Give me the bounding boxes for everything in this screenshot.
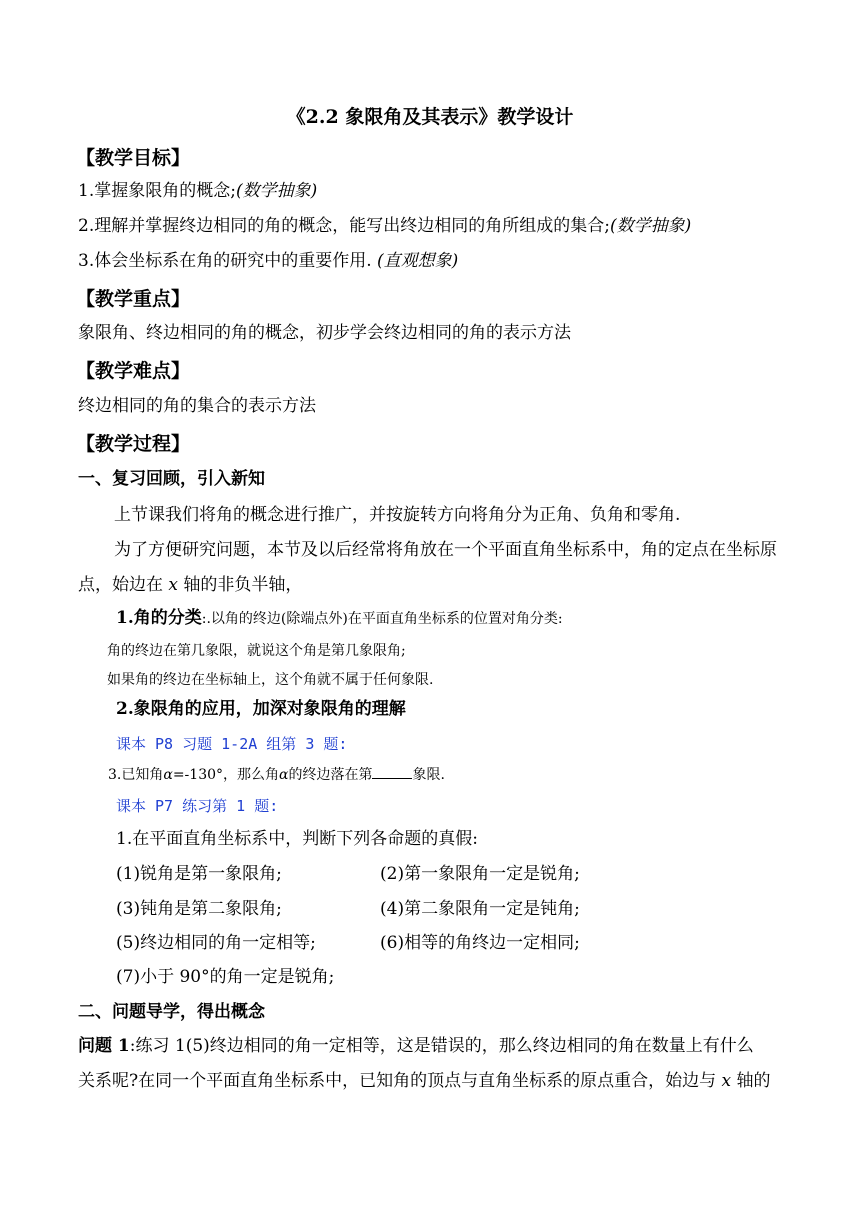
proposition-5: (5)终边相同的角一定相等; <box>116 933 316 953</box>
proposition-1: (1)锐角是第一象限角; <box>116 864 282 884</box>
answer-blank <box>372 766 412 779</box>
text: 3.已知角 <box>108 767 164 783</box>
goal-item-1 <box>78 180 317 202</box>
proposition-4: (4)第二象限角一定是钝角; <box>380 899 580 919</box>
goal-tag: (直观想象) <box>377 251 459 271</box>
question-1-line-b <box>78 1070 771 1092</box>
question-1-label: 问题 1 <box>78 1036 130 1056</box>
classification-rule-2: 如果角的终边在坐标轴上，这个角就不属于任何象限. <box>107 672 434 688</box>
part1-paragraph-1: 上节课我们将角的概念进行推广，并按旋转方向将角分为正角、负角和零角. <box>114 505 681 525</box>
part1-heading: 一、复习回顾，引入新知 <box>78 469 265 489</box>
goal-item-3 <box>78 250 458 272</box>
textbook-ref-2: 课本 P7 练习第 1 题: <box>116 797 279 815</box>
text: :练习 1(5)终边相同的角一定相等，这是错误的，那么终边相同的角在数量上有什么 <box>129 1036 754 1056</box>
section-heading-process: 【教学过程】 <box>76 433 191 455</box>
question-1-line-a <box>78 1035 754 1057</box>
section-heading-goals: 【教学目标】 <box>76 147 191 169</box>
text: 点，始边在 <box>78 575 169 595</box>
text: 关系呢?在同一个平面直角坐标系中，已知角的顶点与直角坐标系的原点重合，始边与 <box>78 1071 722 1091</box>
var-alpha: α <box>279 767 289 783</box>
section-heading-difficulty: 【教学难点】 <box>76 360 191 382</box>
goal-text: 2.理解并掌握终边相同的角的概念，能写出终边相同的角所组成的集合; <box>78 216 610 236</box>
key-text: 象限角、终边相同的角的概念，初步学会终边相同的角的表示方法 <box>78 323 571 343</box>
goal-text: 1.掌握象限角的概念; <box>78 181 236 201</box>
text: 的终边落在第 <box>288 767 373 783</box>
proposition-3: (3)钝角是第二象限角; <box>116 899 282 919</box>
part1-paragraph-2b <box>78 574 302 596</box>
part1-paragraph-2a: 为了方便研究问题，本节及以后经常将角放在一个平面直角坐标系中，角的定点在坐标原 <box>114 540 777 560</box>
goal-item-2 <box>78 215 691 237</box>
text: 轴的 <box>731 1071 771 1091</box>
classification-rest: :.以角的终边(除端点外)在平面直角坐标系的位置对角分类: <box>201 611 563 627</box>
textbook-ref-1: 课本 P8 习题 1-2A 组第 3 题: <box>116 735 348 753</box>
goal-text: 3.体会坐标系在角的研究中的重要作用. <box>78 251 372 271</box>
text: 象限. <box>412 767 445 783</box>
proposition-2: (2)第一象限角一定是锐角; <box>380 864 580 884</box>
goal-tag: (数学抽象) <box>235 181 318 201</box>
difficulty-text: 终边相同的角的集合的表示方法 <box>78 396 316 416</box>
classification-label: 1.角的分类 <box>116 608 202 628</box>
question-intro: 1.在平面直角坐标系中，判断下列各命题的真假: <box>116 829 478 849</box>
var-alpha: α <box>163 767 173 783</box>
text: =-130°，那么角 <box>172 767 280 783</box>
text: 轴的非负半轴， <box>178 575 303 595</box>
part2-heading: 二、问题导学，得出概念 <box>78 1002 265 1022</box>
classification-rule-1: 角的终边在第几象限，就说这个角是第几象限角; <box>107 643 406 659</box>
application-heading: 2.象限角的应用，加深对象限角的理解 <box>116 699 406 719</box>
section-heading-key: 【教学重点】 <box>76 288 191 310</box>
proposition-7: (7)小于 90°的角一定是锐角; <box>116 967 335 987</box>
proposition-6: (6)相等的角终边一定相同; <box>380 933 580 953</box>
var-x: x <box>721 1071 732 1091</box>
doc-title: 《2.2 象限角及其表示》教学设计 <box>286 106 574 128</box>
var-x: x <box>168 575 178 595</box>
exercise-3 <box>108 764 445 786</box>
classification-line <box>116 607 563 630</box>
goal-tag: (数学抽象) <box>609 216 692 236</box>
